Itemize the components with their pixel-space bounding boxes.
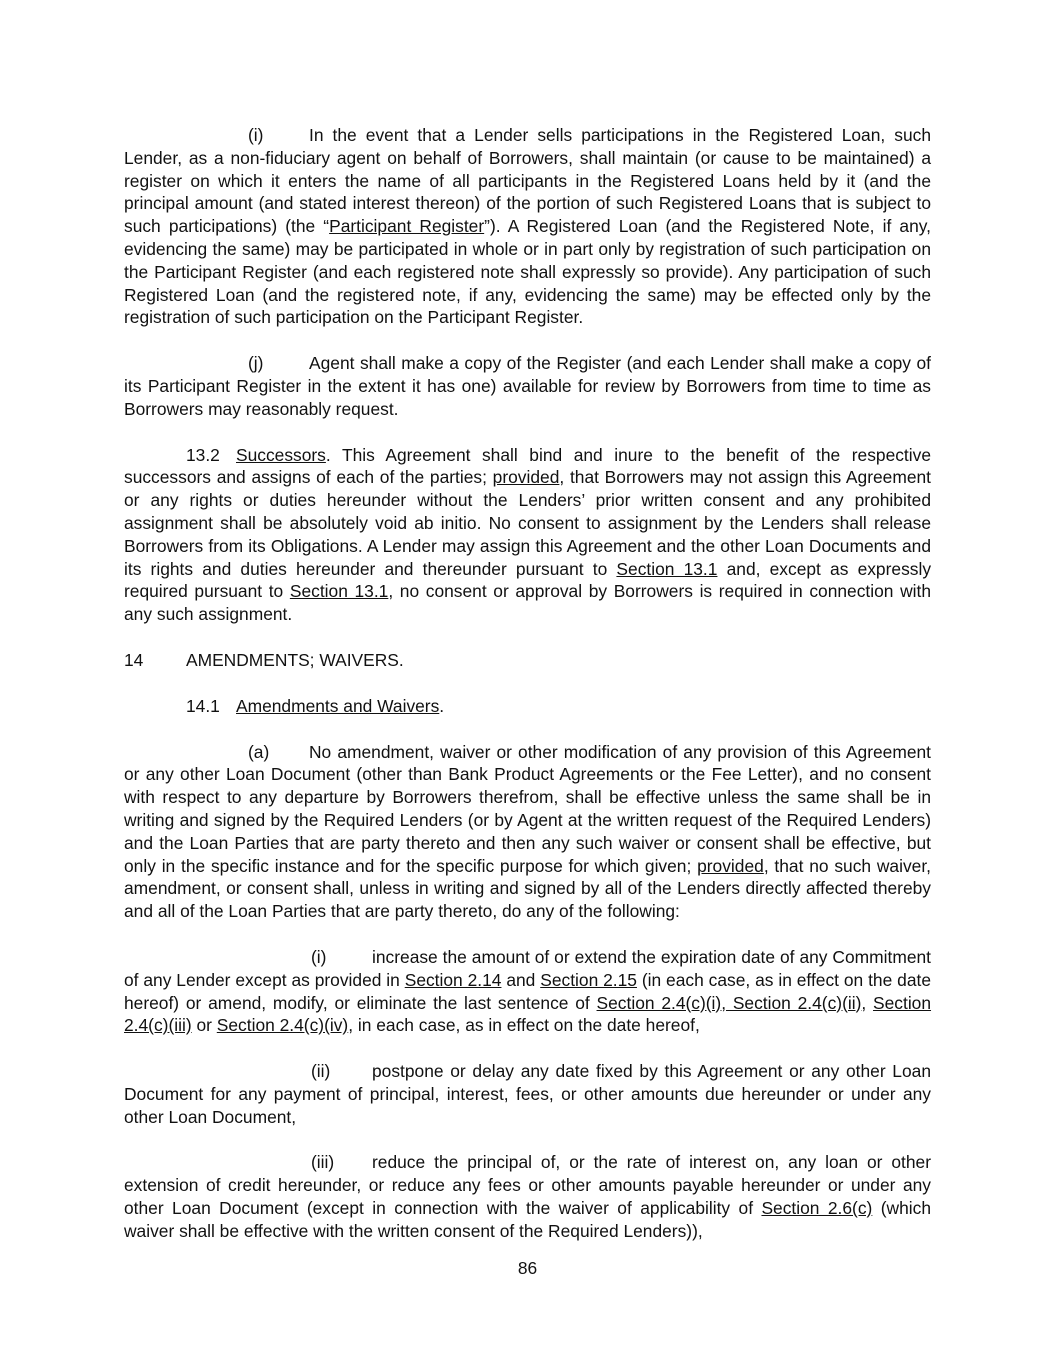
provided-term: provided — [697, 855, 764, 876]
section-reference: Section 2.6(c) — [761, 1198, 873, 1219]
section-reference: Section 2.14 — [404, 969, 502, 990]
item-marker: (i) — [311, 946, 327, 967]
section-number: 14 — [124, 649, 144, 670]
section-reference: Section 2.4(c)(iv) — [216, 1015, 349, 1036]
section-number: 13.2 — [186, 444, 220, 465]
page-number: 86 — [517, 1258, 538, 1278]
paragraph-j: (j) Agent shall make a copy of the Register (and each Lender shall make a copy of its Participant Register in the extent it has one) available for review by Borrowers from time to time as Borrowers may reasonably request. — [124, 353, 931, 419]
item-marker: (iii) — [311, 1152, 335, 1173]
defined-term-participant-register: Participant Register — [329, 216, 485, 237]
paragraph-marker: (j) — [248, 353, 264, 374]
item-marker: (ii) — [311, 1061, 331, 1082]
section-title: Amendments and Waivers — [236, 695, 440, 716]
section-13-2: 13.2 Successors. This Agreement shall bind and inure to the benefit of the respective successors and assigns of each of the parties; provided, that Borrowers may not assign this Agreement or any rights or duties hereunder without the Lenders’ prior written consent and any prohibited assignment shall be absolutely void ab initio. No consent to assignment by the Lenders shall release Borrowers from its Obligations. A Lender may assign this Agreement and the other Loan Documents and its rights and duties hereunder and thereunder pursuant to Section 13.1 and, except as expressly required pursuant to Section 13.1, no consent or approval by Borrowers is required in connection with any such assignment. — [124, 444, 932, 625]
section-title: Successors — [236, 444, 326, 465]
paragraph-i: (i) In the event that a Lender sells participations in the Registered Loan, such Lender, as a non-fiduciary agent on behalf of Borrowers, shall maintain (or cause to be maintained) a register on which it enters the name of all participants in the Registered Loans held by it (and the principal amount (and stated interest thereon) of the portion of such Registered Loans that is subject to such participations) (the “Participant Register”). A Registered Loan (and the Registered Note, if any, evidencing the same) may be participated in whole or in part only by registration of such participation on the Participant Register (and each registered note shall expressly so provide). Any participation of such Registered Loan (and the registered note, if any, evidencing the same) may be effected only by the registration of such participation on the Participant Register. — [124, 125, 931, 328]
section-reference: Section 2.4(c)(iii) — [124, 992, 932, 1036]
section-14-1-heading: 14.1 Amendments and Waivers. — [186, 695, 445, 716]
paragraph-a: (a) No amendment, waiver or other modification of any provision of this Agreement or any other Loan Document (other than Bank Product Agreements or the Fee Letter), and no consent with respect to any departure by Borrowers therefrom, shall be effective unless the same shall be in writing and signed by the Required Lenders (or by Agent at the written request of the Required Lenders) and the Loan Parties that are party thereto and then any such waiver or consent shall be effective, but only in the specific instance and for the specific purpose for which given; provided, that no such waiver, amendment, or consent shall, unless in writing and signed by all of the Lenders directly affected thereby and all of the Loan Parties that are party thereto, do any of the following: — [124, 741, 932, 922]
item-i: (i) increase the amount of or extend the expiration date of any Commitment of any Lender except as provided in Section 2.14 and Section 2.15 (in each case, as in effect on the date hereof) or amend, modify, or eliminate the last sentence of Section 2.4(c)(i), Section 2.4(c)(ii), Section 2.4(c)(iii) or Section 2.4(c)(iv), in each case, as in effect on the date hereof, — [124, 946, 932, 1036]
section-reference: Section 13.1 — [616, 558, 718, 579]
section-reference: Section 2.15 — [540, 969, 637, 990]
paragraph-marker: (a) — [248, 741, 270, 762]
section-reference: Section 2.4(c)(i), Section 2.4(c)(ii) — [596, 992, 862, 1013]
paragraph-marker: (i) — [248, 125, 264, 145]
item-iii: (iii) reduce the principal of, or the rate of interest on, any loan or other extension of credit hereunder, or reduce any fees or other amounts payable hereunder or under any other Loan Document (except in connection with the waiver of applicability of Section 2.6(c) (which waiver shall be effective with the written consent of the Required Lenders)), — [124, 1152, 931, 1241]
item-ii: (ii) postpone or delay any date fixed by this Agreement or any other Loan Document for any payment of principal, interest, fees, or other amounts due hereunder or under any other Loan Document, — [124, 1061, 931, 1127]
section-number: 14.1 — [186, 695, 220, 716]
document-page — [124, 124, 931, 1243]
section-reference: Section 13.1 — [289, 581, 389, 602]
provided-term: provided — [492, 467, 560, 488]
section-title: AMENDMENTS; WAIVERS. — [186, 649, 404, 670]
section-14-heading — [124, 649, 931, 672]
